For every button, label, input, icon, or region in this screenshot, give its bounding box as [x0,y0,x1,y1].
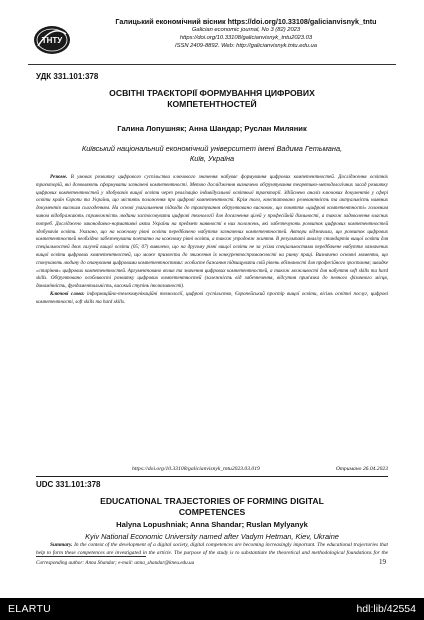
issn-web: ISSN 2409-8892. Web: http://galicianvisnyk.tntu.edu.ua [174,43,317,49]
udc-ua: УДК 331.101:378 [36,72,99,81]
title-en-line1: EDUCATIONAL TRAJECTORIES OF FORMING DIGITAL [100,496,324,506]
keywords-ua-text: інформаційно-телекомунікаційні технології, цифрові суспільство, Європейський простір вищої освіти, вісімь освітні послуг, цифрові компетентності, soft skills та hard skills. [36,290,388,305]
affiliation-ua-line2: Київ, Україна [189,154,235,163]
keywords-ua-lead: Ключові слова: [50,290,85,297]
abstract-ua-lead: Резюме. [50,174,68,180]
journal-name-en: Galician economic journal, No 3 (82) 2023 [191,27,301,33]
summary-en-text: In the context of the development of a digital society, digital competences are becoming increasingly important. The educational trajectories that help to form these competences are investigated in the article. The purpose of the study is to substantiate the theoretical and methodological foundations for the [36,542,388,556]
corresponding-author: Corresponding author: Anna Shandar; e-mail: anna_shandar@kneu.edu.ua [36,560,195,566]
repository-name[interactable]: ELARTU [8,603,52,615]
footnote-divider [36,556,146,557]
university-logo-icon [32,20,72,60]
repository-bar [0,598,424,620]
summary-en [36,542,388,556]
section-divider [36,476,388,477]
title-en-line2: COMPETENCES [178,507,246,517]
received-date: Отримано 26.04.2023 [335,466,388,472]
article-doi-link[interactable]: https://doi.org/10.33108/galicianvisnyk_tntu2023.03.019 [132,466,260,472]
issue-doi-link[interactable]: https://doi.org/10.33108/galicianvisnyk_tntu2023.03 [179,35,313,41]
header-divider [28,64,396,65]
journal-header [28,18,408,64]
affiliation-ua-line1: Київський національний економічний університет імені Вадима Гетьмана, [81,144,343,153]
journal-name: Галицький економічний вісник https://doi.org/10.33108/galicianvisnyk_tntu [115,17,377,26]
handle-id[interactable]: hdl:lib/42554 [356,603,416,615]
title-en [36,496,388,518]
header-text [86,18,406,50]
page-number: 19 [379,558,386,566]
udc-en: UDC 331.101:378 [36,480,101,489]
title-ua-line2: КОМПЕТЕНТНОСТЕЙ [167,99,257,109]
abstract-ua [36,174,388,460]
title-ua-line1: ОСВІТНІ ТРАЄКТОРІЇ ФОРМУВАННЯ ЦИФРОВИХ [109,88,315,98]
summary-en-lead: Summary. [50,542,73,548]
authors-en: Halyna Lopushniak; Anna Shandar; Ruslan Mylyanyk [116,520,308,529]
affiliation-ua [36,144,388,164]
logo-text: ТНТУ [41,36,63,45]
authors-ua: Галина Лопушняк; Анна Шандар; Руслан Миляник [117,124,307,133]
title-ua [36,88,388,110]
abstract-ua-text: В умовах розвитку цифрового суспільства ключового значення набуває формування цифрових компетентностей. Дослідження освітніх траєкторій, які дозволяють сформувати зазначені компетентності. Метою дослідження визначено обґрунтування теоретико-методологічних засад розвитку цифрових компетентностей у здобувачів вищої освіти через реалізацію індивідуальної освітньої траєкторії. Здійснено аналіз ключових документів у сфері освіти країн Європи та України, що містять положення про цифрові компетентності. Крім того, констатовано релевантність та актуальність наявних документів високим сьогоденням. На основі узагальнення підходів до трактування обґрунтовано висновок, що поняття «цифрові компетентності» головним чином відображають спроможність людини застосовувати цифрові технології для досягнення цілей у професійній діяльності, а також задоволення власних потреб. Досліджено законодавчо-нормативні акти України на предмет наявності в них положень, які забезпечують розвиток цифрових компетентностей здобувачів освіти. Указано, що на кожному рівні освіти передбачено набуття зазначених компетентностей. Автори відзначили, що розвиток цифрових компетентностей необхідно забезпечувати поетапно на кожному рівні освіти, а також упродовж життя. В результаті аналізу стандартів вищої освіти для спеціальностей двох галузей вищої освіти (05; 07) виявлено, що на другому рівні вищої освіти не за усіма спеціальностями передбачене набуття зазначених вищої освіти цифрових компетентностей, що може призвести до зниження їх конкурентоспроможності на ринку праці. Визначено основні моменти, що спонукають людину до опанування цифровими компетентностями: особисте бажання підвищувати свій рівень обізнаності для професійного зростання; швидке «старіння» цифрових компетентностей. Аргументовано вплив та значення цифрових компетентностей, а також можливості для набуття soft skills та hard skills. Обґрунтовано особливості розвитку цифрових компетентностей (залежність від забезпечення, відсутня прив'язка до певного фізичного місця, динамічність, фундаментальність, високий ступінь інклюзивності). [36,174,388,290]
affiliation-en: Kyiv National Economic University named after Vadym Hetman, Kiev, Ukraine [85,532,339,541]
